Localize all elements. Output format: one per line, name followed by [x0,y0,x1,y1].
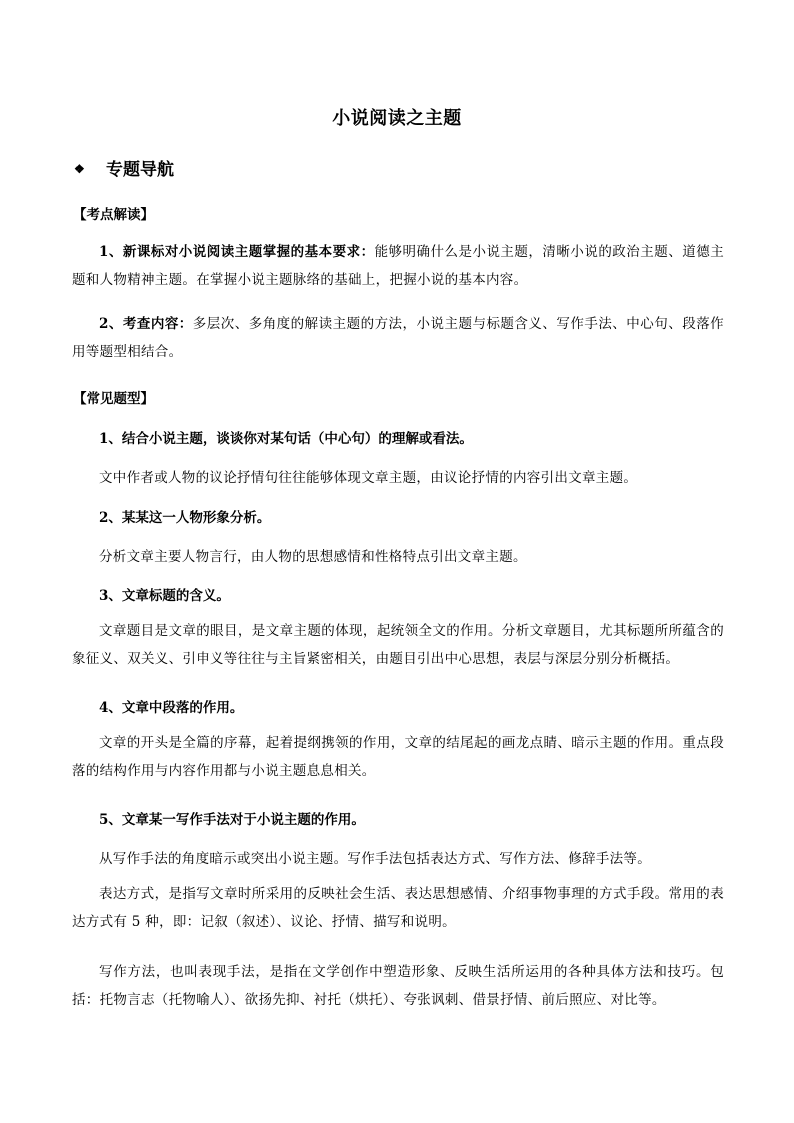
question-type-3-text: 文章题目是文章的眼目，是文章主题的体现，起统领全文的作用。分析文章题目，尤其标题所所蕴含的象征义、双关义、引申义等往往与主旨紧密相关，由题目引出中心思想，表层与深层分别分析概括。 [72,623,724,667]
kaodian-p2-lead: 2、考查内容： [99,316,193,332]
section-heading [74,155,174,180]
question-type-4-text: 文章的开头是全篇的序幕，起着提纲携领的作用，文章的结尾起的画龙点睛、暗示主题的作用。重点段落的结构作用与内容作用都与小说主题息息相关。 [72,735,724,779]
diamond-bullet-icon: ❖ [74,162,85,176]
kaodian-p1-text: 能够明确什么是小说主题，清晰小说的政治主题、道德主题和人物精神主题。在掌握小说主题脉络的基础上，把握小说的基本内容。 [72,244,724,288]
changjian-heading: 【常见题型】 [73,391,154,407]
question-type-4-title: 4、文章中段落的作用。 [99,700,244,716]
question-type-1-title: 1、结合小说主题，谈谈你对某句话（中心句）的理解或看法。 [99,431,473,447]
document-title: 小说阅读之主题 [332,108,462,129]
question-type-1-text: 文中作者或人物的议论抒情句往往能够体现文章主题，由议论抒情的内容引出文章主题。 [99,470,638,486]
kaodian-paragraph-1 [72,238,724,294]
section-heading-text: 专题导航 [106,160,174,180]
expression-modes-paragraph: 表达方式，是指写文章时所采用的反映社会生活、表达思想感情、介绍事物事理的方式手段。常用的表达方式有 5 种，即：记叙（叙述）、议论、抒情、描写和说明。 [72,886,724,930]
writing-methods-paragraph: 写作方法，也叫表现手法，是指在文学创作中塑造形象、反映生活所运用的各种具体方法和技巧。包括：托物言志（托物喻人）、欲扬先抑、衬托（烘托）、夸张讽刺、借景抒情、前后照应、对比等。 [72,964,724,1008]
question-type-2-title: 2、某某这一人物形象分析。 [99,510,271,526]
kaodian-p2-text: 多层次、多角度的解读主题的方法，小说主题与标题含义、写作手法、中心句、段落作用等题型相结合。 [72,316,724,360]
question-type-5-text: 从写作手法的角度暗示或突出小说主题。写作手法包括表达方式、写作方法、修辞手法等。 [99,851,651,867]
kaodian-paragraph-2 [72,310,724,366]
kaodian-p1-lead: 1、新课标对小说阅读主题掌握的基本要求： [99,244,375,260]
question-type-2-text: 分析文章主要人物言行，由人物的思想感情和性格特点引出文章主题。 [99,549,527,565]
question-type-3-title: 3、文章标题的含义。 [99,588,230,604]
kaodian-heading: 【考点解读】 [73,207,154,223]
question-type-5-title: 5、文章某一写作手法对于小说主题的作用。 [99,812,365,828]
